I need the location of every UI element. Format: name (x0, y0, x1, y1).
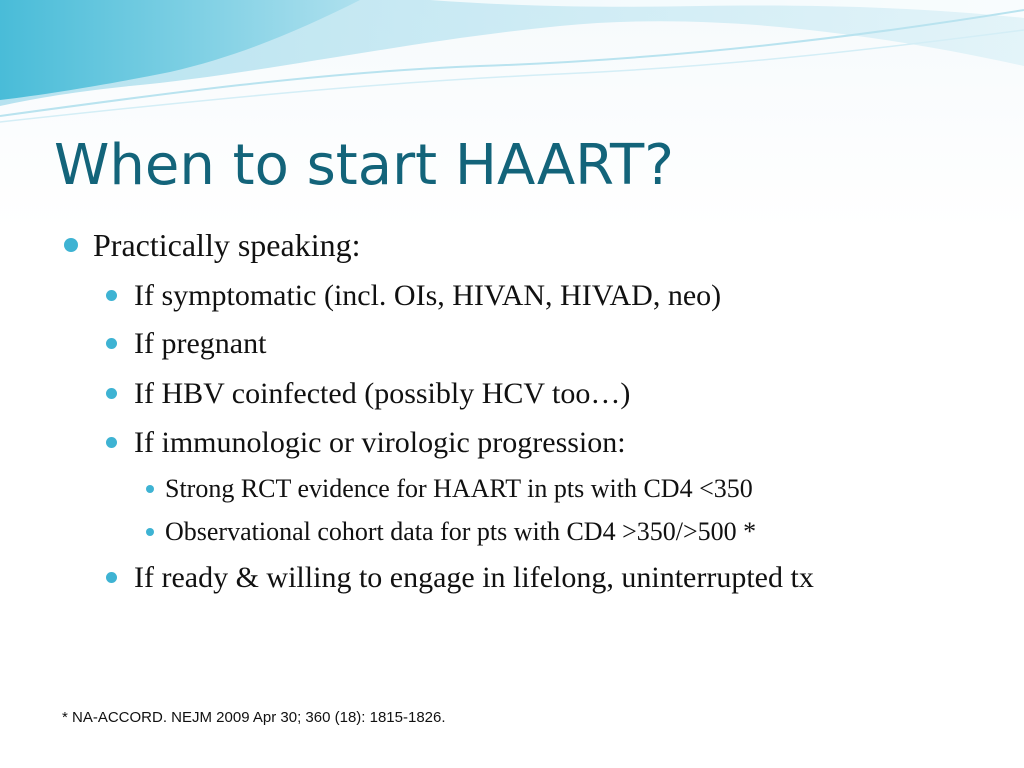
bullet-text: Strong RCT evidence for HAART in pts with CD4 <350 (165, 474, 753, 503)
bullet-if-hbv-coinfected (106, 374, 630, 414)
bullet-dot-icon (106, 338, 117, 349)
bullet-text: If ready & willing to engage in lifelong, uninterrupted tx (134, 561, 814, 594)
slide-title: When to start HAART? (54, 133, 674, 198)
bullet-text: If HBV coinfected (possibly HCV too…) (134, 377, 631, 410)
bullet-if-immunologic-progression (106, 423, 626, 463)
bullet-observational-cohort (146, 514, 756, 550)
bullet-text: Practically speaking: (93, 227, 361, 263)
bullet-dot-icon (106, 388, 117, 399)
bullet-if-pregnant (106, 324, 266, 364)
bullet-dot-icon (64, 238, 78, 252)
bullet-text: If symptomatic (incl. OIs, HIVAN, HIVAD, neo) (134, 279, 722, 312)
bullet-text: Observational cohort data for pts with CD4 >350/>500 * (165, 517, 757, 546)
bullet-text: If pregnant (134, 327, 267, 360)
bullet-if-symptomatic (106, 276, 721, 316)
bullet-strong-rct-evidence (146, 471, 753, 507)
bullet-dot-icon (106, 572, 117, 583)
bullet-dot-icon (106, 437, 117, 448)
bullet-practically-speaking (64, 222, 360, 268)
bullet-if-ready-willing (106, 558, 814, 598)
footnote-reference: * NA-ACCORD. NEJM 2009 Apr 30; 360 (18): 1815-1826. (62, 709, 446, 726)
bullet-dot-icon (106, 290, 117, 301)
bullet-dot-icon (146, 485, 154, 493)
bullet-text: If immunologic or virologic progression: (134, 426, 626, 459)
bullet-dot-icon (146, 528, 154, 536)
